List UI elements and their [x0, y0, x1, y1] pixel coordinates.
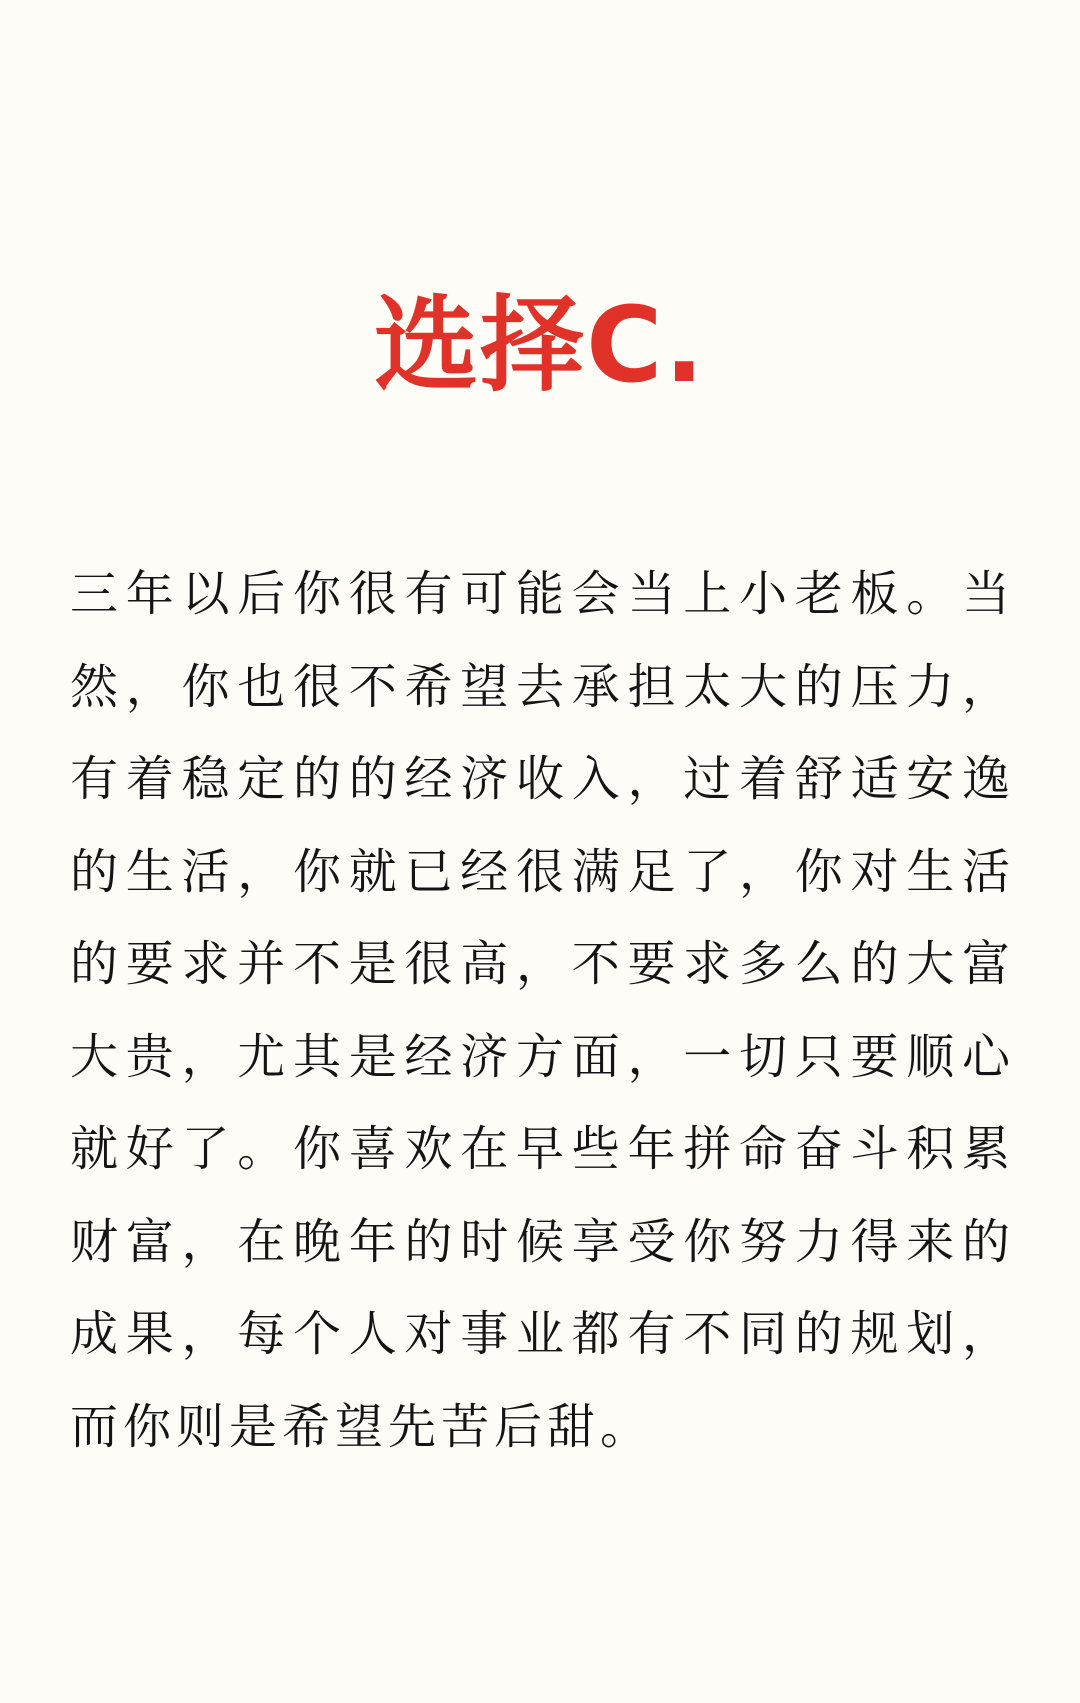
- body-paragraph: 三年以后你很有可能会当上小老板。当然，你也很不希望去承担太大的压力，有着稳定的的经济收入，过着舒适安逸的生活，你就已经很满足了，你对生活的要求并不是很高，不要求多么的大富大贵，尤其是经济方面，一切只要顺心就好了。你喜欢在早些年拼命奋斗积累财富，在晚年的时候享受你努力得来的成果，每个人对事业都有不同的规划，而你则是希望先苦后甜。: [70, 566, 1015, 1455]
- page-title: 选择C.: [374, 284, 706, 406]
